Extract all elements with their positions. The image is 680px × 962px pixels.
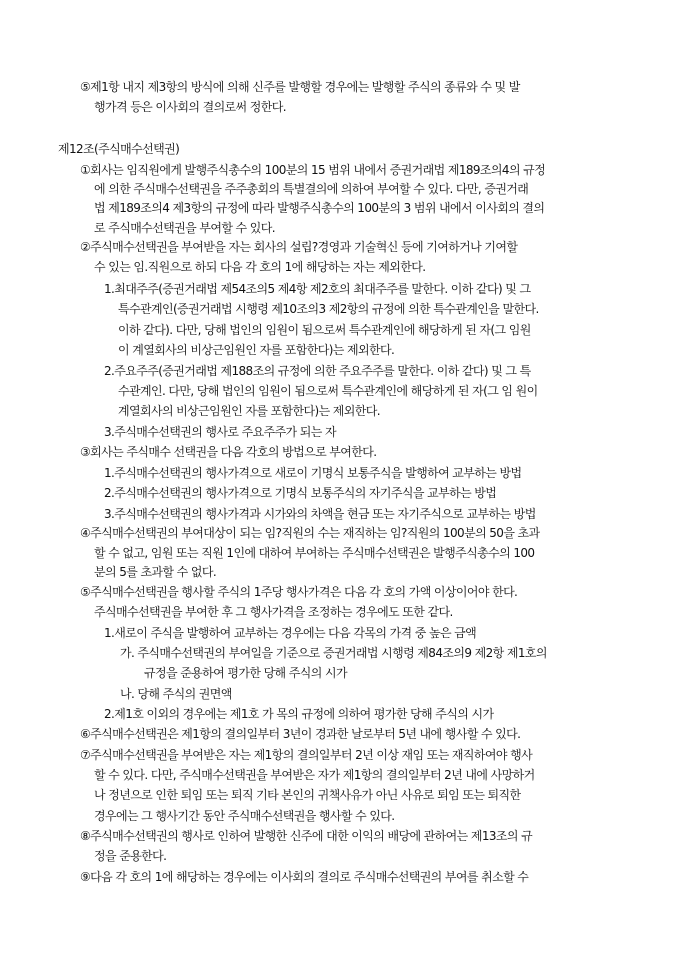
text-line: 3.주식매수선택권의 행사로 주요주주가 되는 자 bbox=[104, 425, 336, 439]
text-line: 나. 당해 주식의 권면액 bbox=[120, 687, 232, 701]
text-line: 1.새로이 주식을 발행하여 교부하는 경우에는 다음 각목의 가격 중 높은 금액 bbox=[104, 626, 477, 640]
text-line: 1.최대주주(증권거래법 제54조의5 제4항 제2호의 최대주주를 말한다. 이하 같다) 및 그 bbox=[104, 282, 531, 296]
text-line: ⑧주식매수선택권의 행사로 인하여 발행한 신주에 대한 이익의 배당에 관하여는 제13조의 규 bbox=[80, 829, 533, 843]
text-line: 가. 주식매수선택권의 부여일을 기준으로 증권거래법 시행령 제84조의9 제2항 제1호의 bbox=[120, 646, 547, 660]
intro-line: ⑤제1항 내지 제3항의 방식에 의해 신주를 발행할 경우에는 발행할 주식의 종류와 수 및 발 bbox=[80, 80, 520, 94]
text-line: 수 있는 임.직원으로 하되 다음 각 호의 1에 해당하는 자는 제외한다. bbox=[94, 260, 426, 274]
intro-line: 행가격 등은 이사회의 결의로써 정한다. bbox=[94, 100, 286, 114]
text-line: 나 정년으로 인한 퇴임 또는 퇴직 기타 본인의 귀책사유가 아닌 사유로 퇴임 또는 퇴직한 bbox=[94, 788, 521, 802]
text-line: 규정을 준용하여 평가한 당해 주식의 시가 bbox=[144, 666, 347, 680]
text-line: 분의 5를 초과할 수 없다. bbox=[94, 565, 217, 579]
text-line: 법 제189조의4 제3항의 규정에 따라 발행주식총수의 100분의 3 범위 내에서 이사회의 결의 bbox=[94, 201, 545, 215]
text-line: ⑥주식매수선택권은 제1항의 결의일부터 3년이 경과한 날로부터 5년 내에 행사할 수 있다. bbox=[80, 727, 521, 741]
text-line: ⑦주식매수선택권을 부여받은 자는 제1항의 결의일부터 2년 이상 재임 또는 재직하여야 행사 bbox=[80, 748, 533, 762]
text-line: 경우에는 그 행사기간 동안 주식매수선택권을 행사할 수 있다. bbox=[94, 809, 395, 823]
text-line: 로 주식매수선택권을 부여할 수 있다. bbox=[94, 221, 275, 235]
text-line: 2.주요주주(증권거래법 제188조의 규정에 의한 주요주주를 말한다. 이하 같다) 및 그 특 bbox=[104, 364, 531, 378]
text-line: 이 계열회사의 비상근임원인 자를 포함한다)는 제외한다. bbox=[118, 343, 395, 357]
text-line: 주식매수선택권을 부여한 후 그 행사가격을 조정하는 경우에도 또한 같다. bbox=[94, 605, 453, 619]
text-line: ⑨다음 각 호의 1에 해당하는 경우에는 이사회의 결의로 주식매수선택권의 부여를 취소할 수 bbox=[80, 870, 529, 884]
text-line: ①회사는 임직원에게 발행주식총수의 100분의 15 범위 내에서 증권거래법 제189조의4의 규정 bbox=[80, 163, 546, 177]
text-line: 2.주식매수선택권의 행사가격으로 기명식 보통주식의 자기주식을 교부하는 방법 bbox=[104, 486, 497, 500]
text-line: ②주식매수선택권을 부여받을 자는 회사의 설립?경영과 기술혁신 등에 기여하거나 기여할 bbox=[80, 240, 518, 254]
text-line: 정을 준용한다. bbox=[94, 849, 167, 863]
text-line: 에 의한 주식매수선택권을 주주총회의 특별결의에 의하여 부여할 수 있다. 다만, 증권거래 bbox=[94, 182, 529, 196]
text-line: ⑤주식매수선택권을 행사할 주식의 1주당 행사가격은 다음 각 호의 가액 이상이어야 한다. bbox=[80, 585, 518, 599]
text-line: 할 수 없고, 임원 또는 직원 1인에 대하여 부여하는 주식매수선택권은 발행주식총수의 100 bbox=[94, 546, 535, 560]
text-line: ③회사는 주식매수 선택권을 다음 각호의 방법으로 부여한다. bbox=[80, 445, 377, 459]
text-line: ④주식매수선택권의 부여대상이 되는 임?직원의 수는 재직하는 임?직원의 100분의 50을 초과 bbox=[80, 526, 540, 540]
text-line: 이하 같다). 다만, 당해 법인의 임원이 됨으로써 특수관계인에 해당하게 된 자(그 임원 bbox=[118, 323, 531, 337]
text-line: 계열회사의 비상근임원인 자를 포함한다)는 제외한다. bbox=[118, 404, 380, 418]
text-line: 3.주식매수선택권의 행사가격과 시가와의 차액을 현금 또는 자기주식으로 교부하는 방법 bbox=[104, 507, 536, 521]
article-title: 제12조(주식매수선택권) bbox=[58, 142, 180, 156]
text-line: 2.제1호 이외의 경우에는 제1호 가 목의 규정에 의하여 평가한 당해 주식의 시가 bbox=[104, 707, 494, 721]
text-line: 특수관계인(증권거래법 시행령 제10조의3 제2항의 규정에 의한 특수관계인을 말한다. bbox=[118, 302, 539, 316]
text-line: 수관계인. 다만, 당해 법인의 임원이 됨으로써 특수관계인에 해당하게 된 자(그 임 원이 bbox=[118, 384, 538, 398]
text-line: 할 수 있다. 다만, 주식매수선택권을 부여받은 자가 제1항의 결의일부터 2년 내에 사망하거 bbox=[94, 768, 535, 782]
text-line: 1.주식매수선택권의 행사가격으로 새로이 기명식 보통주식을 발행하여 교부하는 방법 bbox=[104, 466, 522, 480]
